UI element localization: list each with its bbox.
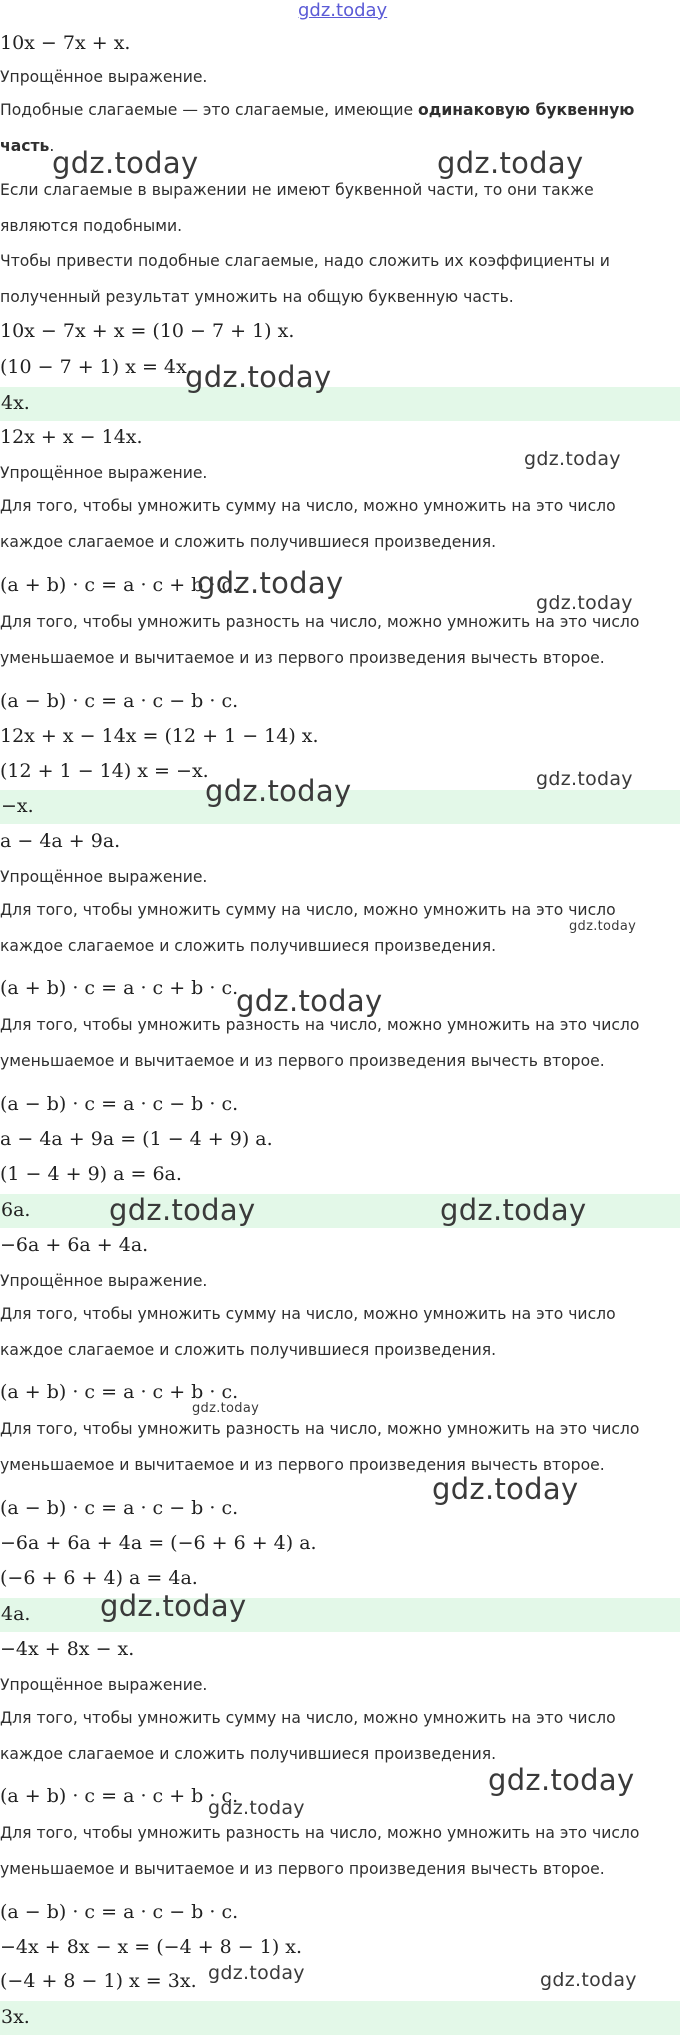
sum-rule-line-2: каждое слагаемое и сложить получившиеся произведения. [0, 937, 497, 955]
diff-rule-line-1: Для того, чтобы умножить разность на число, можно умножить на это число [0, 1824, 640, 1842]
problem-1-step-2: (10 − 7 + 1) x = 4x. [0, 356, 193, 378]
watermark: gdz.today [52, 146, 199, 180]
watermark: gdz.today [432, 1472, 579, 1506]
watermark: gdz.today [192, 1401, 260, 1416]
problem-5-step-1: −4x + 8x − x = (−4 + 8 − 1) x. [0, 1936, 303, 1958]
rule-line-1: Чтобы привести подобные слагаемые, надо сложить их коэффициенты и [0, 252, 610, 270]
watermark: gdz.today [540, 1969, 637, 1991]
problem-5-answer-row [0, 2001, 680, 2035]
problem-3-expression: a − 4a + 9a. [0, 830, 121, 852]
watermark: gdz.today [185, 360, 332, 394]
watermark: gdz.today [440, 1193, 587, 1227]
problem-4-expression: −6a + 6a + 4a. [0, 1234, 149, 1256]
problem-2-answer: −x. [1, 795, 34, 817]
no-letters-line-2: являются подобными. [0, 217, 183, 235]
problem-2-step-2: (12 + 1 − 14) x = −x. [0, 760, 209, 782]
problem-5-answer: 3x. [1, 2006, 30, 2028]
diff-rule-line-2: уменьшаемое и вычитаемое и из первого произведения вычесть второе. [0, 1456, 605, 1474]
watermark: gdz.today [536, 592, 633, 614]
no-letters-line-1: Если слагаемые в выражении не имеют буквенной части, то они также [0, 181, 594, 199]
diff-rule-line-1: Для того, чтобы умножить разность на число, можно умножить на это число [0, 613, 640, 631]
watermark: gdz.today [236, 984, 383, 1018]
diff-rule-line-1: Для того, чтобы умножить разность на число, можно умножить на это число [0, 1420, 640, 1438]
sum-rule-line-2: каждое слагаемое и сложить получившиеся произведения. [0, 1341, 497, 1359]
diff-rule-line-2: уменьшаемое и вычитаемое и из первого произведения вычесть второе. [0, 1860, 605, 1878]
watermark: gdz.today [205, 774, 352, 808]
sum-rule-formula: (a + b) · c = a · c + b · c. [0, 977, 239, 999]
problem-4-step-2: (−6 + 6 + 4) a = 4a. [0, 1567, 198, 1589]
problem-5-expression: −4x + 8x − x. [0, 1638, 135, 1660]
problem-1-answer: 4x. [1, 392, 30, 414]
rule-line-2: полученный результат умножить на общую буквенную часть. [0, 288, 514, 306]
problem-1-step-1: 10x − 7x + x = (10 − 7 + 1) x. [0, 320, 295, 342]
definition-line-1 [0, 101, 680, 119]
problem-3-step-2: (1 − 4 + 9) a = 6a. [0, 1163, 182, 1185]
sum-rule-formula: (a + b) · c = a · c + b · c. [0, 1785, 239, 1807]
diff-rule-formula: (a − b) · c = a · c − b · c. [0, 1093, 239, 1115]
watermark: gdz.today [488, 1763, 635, 1797]
diff-rule-line-2: уменьшаемое и вычитаемое и из первого произведения вычесть второе. [0, 1052, 605, 1070]
sum-rule-formula: (a + b) · c = a · c + b · c. [0, 574, 239, 596]
problem-1-answer-row [0, 387, 680, 421]
definition-emphasis-end: часть [0, 137, 50, 155]
diff-rule-formula: (a − b) · c = a · c − b · c. [0, 1497, 239, 1519]
definition-period: . [49, 137, 55, 155]
problem-5-step-2: (−4 + 8 − 1) x = 3x. [0, 1970, 197, 1992]
watermark: gdz.today [437, 146, 584, 180]
problem-4-step-1: −6a + 6a + 4a = (−6 + 6 + 4) a. [0, 1532, 317, 1554]
problem-2-expression: 12x + x − 14x. [0, 426, 143, 448]
watermark: gdz.today [208, 1797, 305, 1819]
simplified-label: Упрощённое выражение. [0, 464, 208, 482]
sum-rule-line-1: Для того, чтобы умножить сумму на число, можно умножить на это число [0, 1709, 616, 1727]
diff-rule-line-1: Для того, чтобы умножить разность на число, можно умножить на это число [0, 1016, 640, 1034]
definition-emphasis: одинаковую буквенную [418, 101, 635, 119]
diff-rule-formula: (a − b) · c = a · c − b · c. [0, 690, 239, 712]
watermark: gdz.today [569, 919, 637, 934]
watermark: gdz.today [524, 448, 621, 470]
problem-2-step-1: 12x + x − 14x = (12 + 1 − 14) x. [0, 725, 319, 747]
problem-3-answer: 6a. [1, 1199, 31, 1221]
site-logo-link[interactable]: gdz.today [298, 0, 388, 21]
diff-rule-line-2: уменьшаемое и вычитаемое и из первого произведения вычесть второе. [0, 649, 605, 667]
definition-text: Подобные слагаемые — это слагаемые, имеющие [0, 101, 419, 119]
watermark: gdz.today [208, 1962, 305, 1984]
diff-rule-formula: (a − b) · c = a · c − b · c. [0, 1901, 239, 1923]
sum-rule-line-2: каждое слагаемое и сложить получившиеся произведения. [0, 1745, 497, 1763]
watermark: gdz.today [109, 1193, 256, 1227]
simplified-label: Упрощённое выражение. [0, 1676, 208, 1694]
problem-1-expression: 10x − 7x + x. [0, 32, 131, 54]
simplified-label: Упрощённое выражение. [0, 1272, 208, 1290]
problem-3-step-1: a − 4a + 9a = (1 − 4 + 9) a. [0, 1128, 273, 1150]
watermark: gdz.today [536, 768, 633, 790]
sum-rule-formula: (a + b) · c = a · c + b · c. [0, 1381, 239, 1403]
sum-rule-line-2: каждое слагаемое и сложить получившиеся произведения. [0, 533, 497, 551]
simplified-label: Упрощённое выражение. [0, 868, 208, 886]
problem-4-answer: 4a. [1, 1603, 31, 1625]
sum-rule-line-1: Для того, чтобы умножить сумму на число, можно умножить на это число [0, 497, 616, 515]
simplified-label: Упрощённое выражение. [0, 68, 208, 86]
watermark: gdz.today [197, 566, 344, 600]
sum-rule-line-1: Для того, чтобы умножить сумму на число, можно умножить на это число [0, 1305, 616, 1323]
watermark: gdz.today [100, 1589, 247, 1623]
sum-rule-line-1: Для того, чтобы умножить сумму на число, можно умножить на это число [0, 901, 616, 919]
